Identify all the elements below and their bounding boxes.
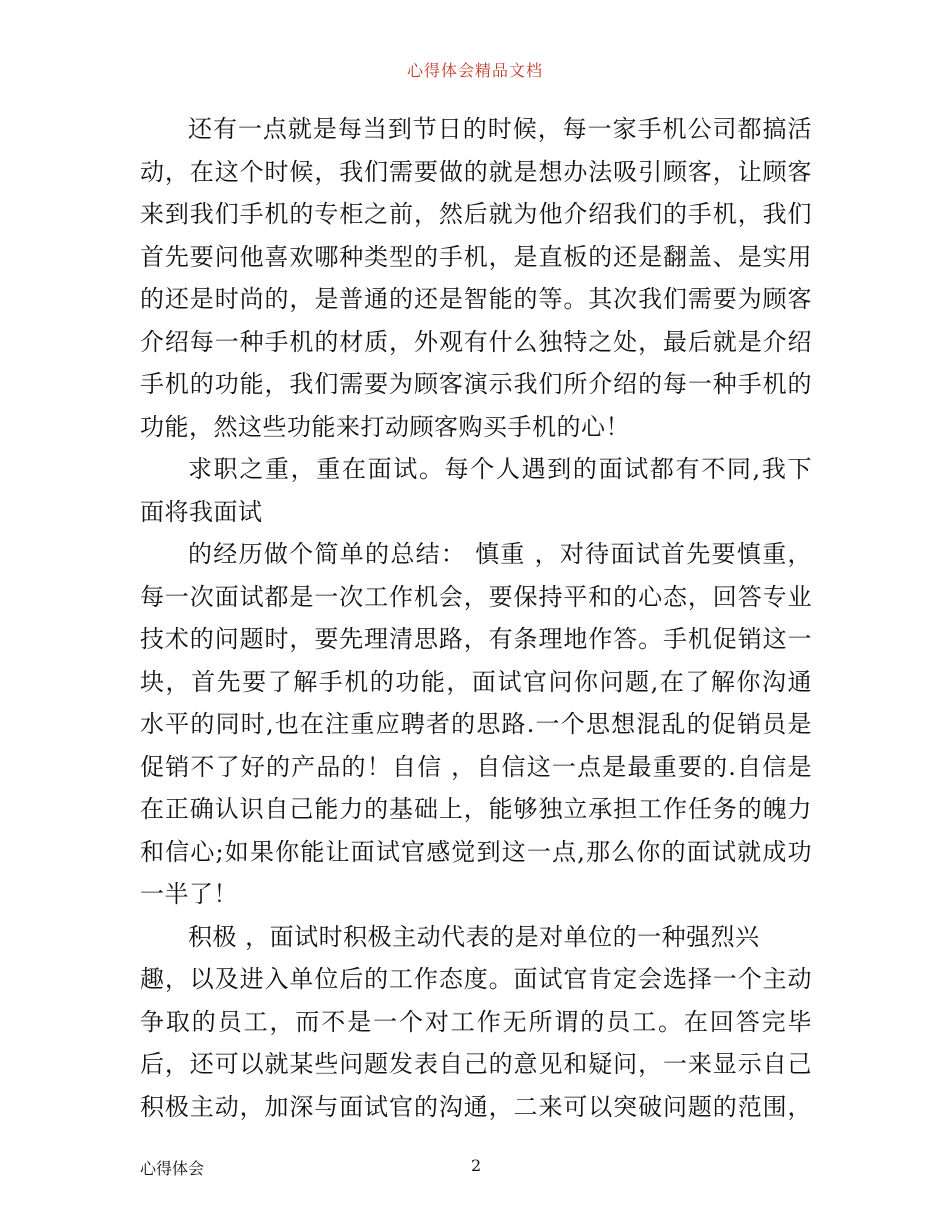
- text-line: 水平的同时,也在注重应聘者的思路.一个思想混乱的促销员是: [140, 710, 812, 738]
- text-line: 争取的员工，而不是一个对工作无所谓的员工。在回答完毕: [140, 1007, 812, 1036]
- text-line: 每一次面试都是一次工作机会，要保持平和的心态，回答专业: [140, 582, 812, 611]
- text-line: 在正确认识自己能力的基础上，能够独立承担工作任务的魄力: [140, 795, 812, 823]
- text-line: 动，在这个时候，我们需要做的就是想办法吸引顾客，让顾客: [140, 157, 812, 186]
- text-line: 介绍每一种手机的材质，外观有什么独特之处，最后就是介绍: [140, 327, 812, 356]
- text-line: 积极主动，加深与面试官的沟通，二来可以突破问题的范围，: [140, 1092, 812, 1121]
- text-line: 还有一点就是每当到节日的时候，每一家手机公司都搞活: [188, 115, 812, 143]
- text-line: 求职之重，重在面试。每个人遇到的面试都有不同,我下: [188, 455, 812, 483]
- text-line: 的还是时尚的，是普通的还是智能的等。其次我们需要为顾客: [140, 285, 812, 313]
- page-header-title: 心得体会精品文档: [406, 61, 543, 80]
- text-line: 的经历做个简单的总结： 慎重 ，对待面试首先要慎重，: [188, 540, 812, 568]
- text-line: 手机的功能，我们需要为顾客演示我们所介绍的每一种手机的: [140, 370, 812, 398]
- text-line: 促销不了好的产品的！自信 ，自信这一点是最重要的.自信是: [140, 752, 812, 781]
- page-footer-label: 心得体会: [140, 1159, 205, 1178]
- text-line: 来到我们手机的专柜之前，然后就为他介绍我们的手机，我们: [140, 200, 812, 228]
- text-line: 块，首先要了解手机的功能，面试官问你问题,在了解你沟通: [140, 667, 812, 696]
- text-line: 趣，以及进入单位后的工作态度。面试官肯定会选择一个主动: [140, 965, 812, 993]
- document-body: [140, 108, 812, 1128]
- text-line: 和信心;如果你能让面试官感觉到这一点,那么你的面试就成功: [140, 837, 812, 866]
- text-line: 一半了！: [140, 880, 238, 908]
- text-line: 功能，然这些功能来打动顾客购买手机的心！: [140, 412, 630, 441]
- page-number: 2: [471, 1156, 482, 1175]
- text-line: 积极 ，面试时积极主动代表的是对单位的一种强烈兴: [188, 922, 760, 951]
- text-line: 后，还可以就某些问题发表自己的意见和疑问，一来显示自己: [140, 1050, 812, 1078]
- text-line: 面将我面试: [140, 497, 263, 526]
- text-line: 技术的问题时，要先理清思路，有条理地作答。手机促销这一: [140, 625, 812, 653]
- text-line: 首先要问他喜欢哪种类型的手机，是直板的还是翻盖、是实用: [140, 242, 812, 271]
